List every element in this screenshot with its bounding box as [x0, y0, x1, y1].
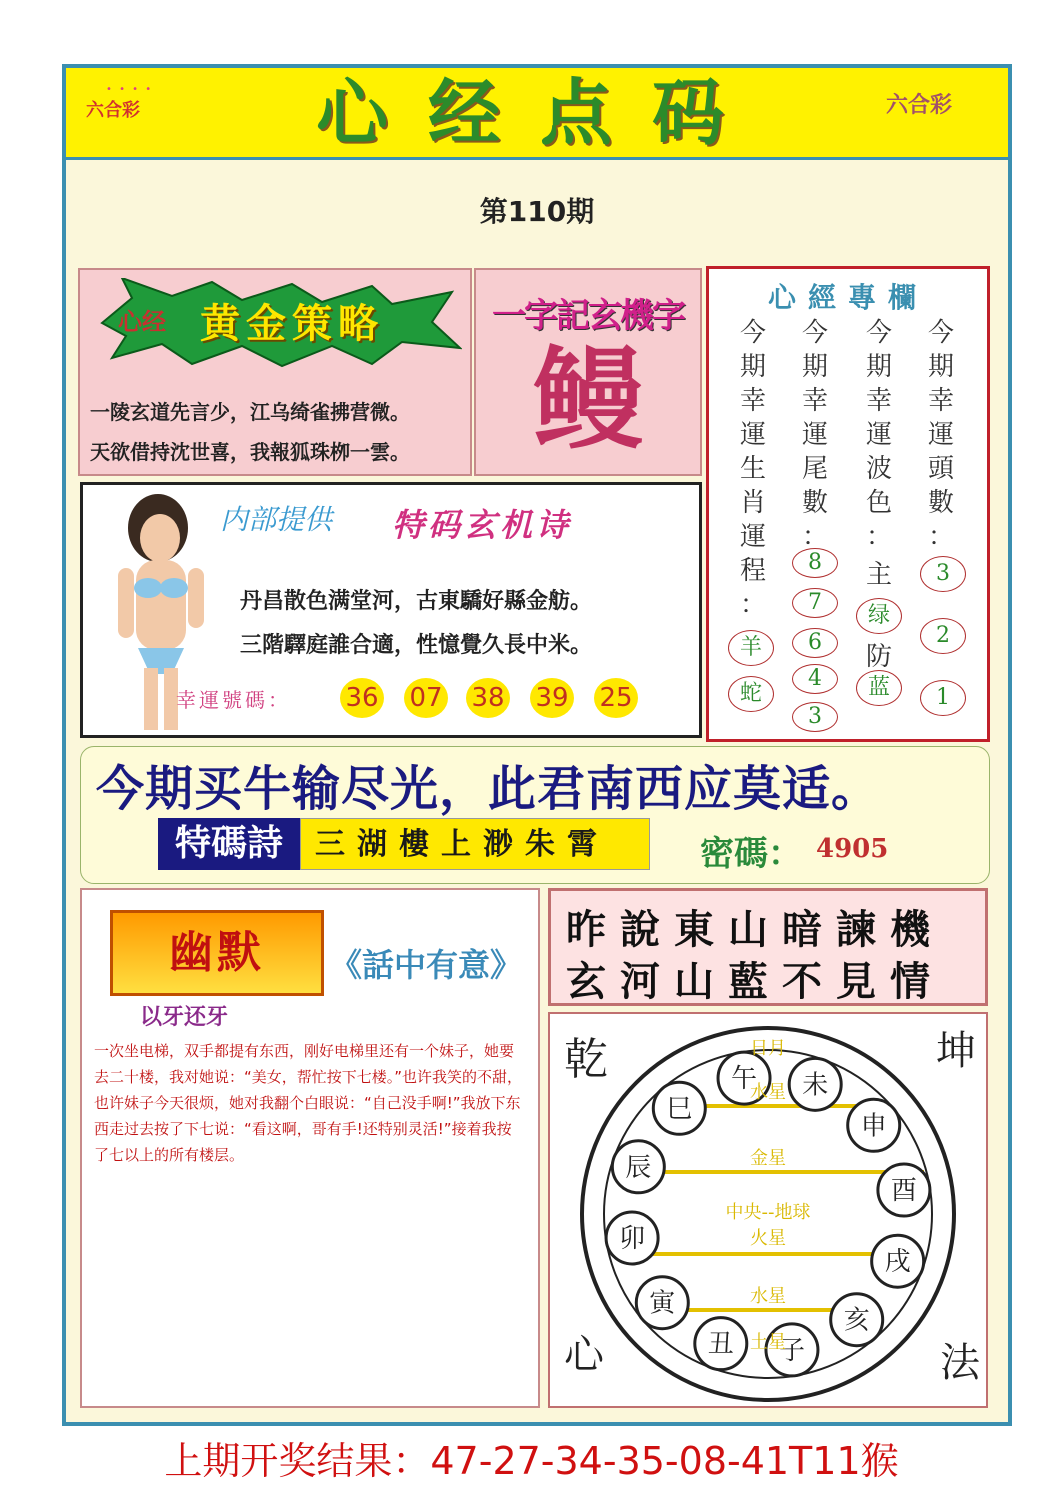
planet-label: 水星 — [750, 1082, 786, 1103]
wave-color: 防 — [865, 642, 892, 672]
zodiac-label: 寅 — [649, 1288, 676, 1319]
planet-label: 火星 — [750, 1228, 786, 1249]
zodiac-label: 亥 — [843, 1305, 870, 1336]
lucky-number-ball: 07 — [404, 678, 448, 718]
zodiac-label: 辰 — [625, 1152, 652, 1183]
riddle-line: 昨說東山暗諫機 — [566, 906, 944, 953]
one-char-title: 一字記玄機字 — [492, 296, 684, 336]
zodiac-label: 子 — [778, 1335, 805, 1366]
corner-char: 坤 — [936, 1028, 976, 1074]
lucky-number-ball: 38 — [466, 678, 510, 718]
zodiac-label: 申 — [860, 1111, 887, 1142]
mystery-character: 鳗 — [533, 335, 643, 464]
column-heading-head: 今 期 幸 運 頭 數 ： — [927, 318, 954, 552]
zodiac-label: 酉 — [890, 1176, 917, 1207]
head-number: 3 — [920, 556, 966, 592]
wave-color: 主 — [865, 560, 892, 590]
zodiac-node — [612, 1141, 664, 1193]
zodiac-node — [636, 1277, 688, 1329]
zodiac-label: 卯 — [619, 1223, 646, 1254]
humor-title: 以牙还牙 — [140, 1004, 229, 1030]
poem-line: 三階驛庭誰合適，性憶覺久長中米。 — [240, 632, 593, 658]
tail-number: 4 — [792, 664, 838, 694]
page-title: 心经点码 — [315, 70, 764, 155]
zodiac-node — [878, 1164, 930, 1216]
zodiac-label: 午 — [731, 1064, 758, 1095]
tema-poem-value: 三湖樓上渺朱霄 — [300, 818, 650, 870]
tail-number: 8 — [792, 548, 838, 578]
sparkle-icon: • • • • — [106, 84, 154, 95]
zodiac-label: 未 — [802, 1070, 829, 1101]
wave-color: 绿 — [856, 598, 902, 634]
poem-line: 丹昌散色满堂河，古東驕好縣金舫。 — [240, 588, 593, 614]
zodiac-pick: 羊 — [728, 630, 774, 666]
head-number: 2 — [920, 618, 966, 654]
poem-tag: 内部提供 — [220, 503, 333, 536]
tail-number: 3 — [792, 702, 838, 732]
golden-poem-line: 一陵玄道先言少，江乌绮雀拂营微。 — [90, 400, 410, 424]
corner-char: 法 — [940, 1340, 980, 1386]
lucky-number-ball: 25 — [594, 678, 638, 718]
zodiac-node — [653, 1082, 705, 1134]
zodiac-label: 丑 — [707, 1329, 734, 1360]
riddle-line: 玄河山藍不見情 — [566, 958, 944, 1005]
humor-subtitle: 《話中有意》 — [330, 946, 523, 984]
planet-label: 金星 — [750, 1148, 786, 1169]
lucky-number-ball: 39 — [530, 678, 574, 718]
zodiac-node — [831, 1294, 883, 1346]
slogan-text: 今期买牛输尽光，此君南西应莫适。 — [96, 761, 881, 817]
tail-number: 6 — [792, 628, 838, 658]
tema-poem-label: 特碼詩 — [158, 818, 300, 870]
zodiac-label: 巳 — [666, 1094, 693, 1125]
zodiac-node — [695, 1318, 747, 1370]
zodiac-pick: 蛇 — [728, 676, 774, 712]
logo-left-text: 六合彩 — [86, 100, 140, 121]
golden-title: 黄金策略 — [200, 300, 384, 347]
issue-number: 第110期 — [479, 195, 595, 228]
lottery-logo-left — [86, 84, 166, 136]
corner-char: 乾 — [564, 1034, 608, 1085]
password-label: 密碼： — [700, 834, 802, 874]
golden-tag: 心经 — [118, 307, 166, 336]
planet-label: 中央--地球 — [725, 1202, 811, 1223]
password-value: 4905 — [816, 834, 889, 864]
zodiac-node — [848, 1099, 900, 1151]
planet-label: 日月 — [750, 1038, 786, 1059]
tail-number: 7 — [792, 588, 838, 618]
column-heading-zodiac: 今 期 幸 運 生 肖 運 程 ： — [739, 318, 766, 620]
planet-label: 水星 — [750, 1286, 786, 1307]
zodiac-label: 戌 — [884, 1247, 911, 1278]
corner-char: 心 — [564, 1332, 604, 1378]
bagua-diagram — [550, 1014, 986, 1406]
lucky-numbers-label: 幸運號碼： — [176, 688, 291, 712]
column-title: 心經專欄 — [767, 281, 928, 314]
zodiac-node — [872, 1235, 924, 1287]
column-heading-color: 今 期 幸 運 波 色 ： — [865, 318, 892, 552]
zodiac-node — [789, 1058, 841, 1110]
humor-logo: 幽默 — [110, 910, 324, 996]
zodiac-node — [606, 1212, 658, 1264]
wave-color: 蓝 — [856, 670, 902, 706]
lottery-logo-right: 六合彩 — [886, 93, 953, 118]
column-heading-tail: 今 期 幸 運 尾 數 ： — [801, 318, 828, 552]
golden-poem-line: 天欲借持沈世喜，我報狐珠栁一雲。 — [90, 440, 410, 464]
head-number: 1 — [920, 680, 966, 716]
humor-story: 一次坐电梯，双手都提有东西，刚好电梯里还有一个妹子，她要去二十楼，我对她说：“美女，帮忙按下七楼。”也许我笑的不甜，也许妹子今天很烦，她对我翻个白眼说：“自己没手啊!”我放下东西走过去按了下七说：“看这啊，哥有手!还特别灵活!”接着我按了七以上的所有楼层。 — [94, 1042, 523, 1164]
poem-title: 特码玄机诗 — [392, 506, 573, 544]
last-draw-result: 上期开奖结果：47-27-34-35-08-41T11猴 — [164, 1439, 899, 1483]
lucky-number-ball: 36 — [340, 678, 384, 718]
planet-label: 土星 — [750, 1332, 786, 1353]
